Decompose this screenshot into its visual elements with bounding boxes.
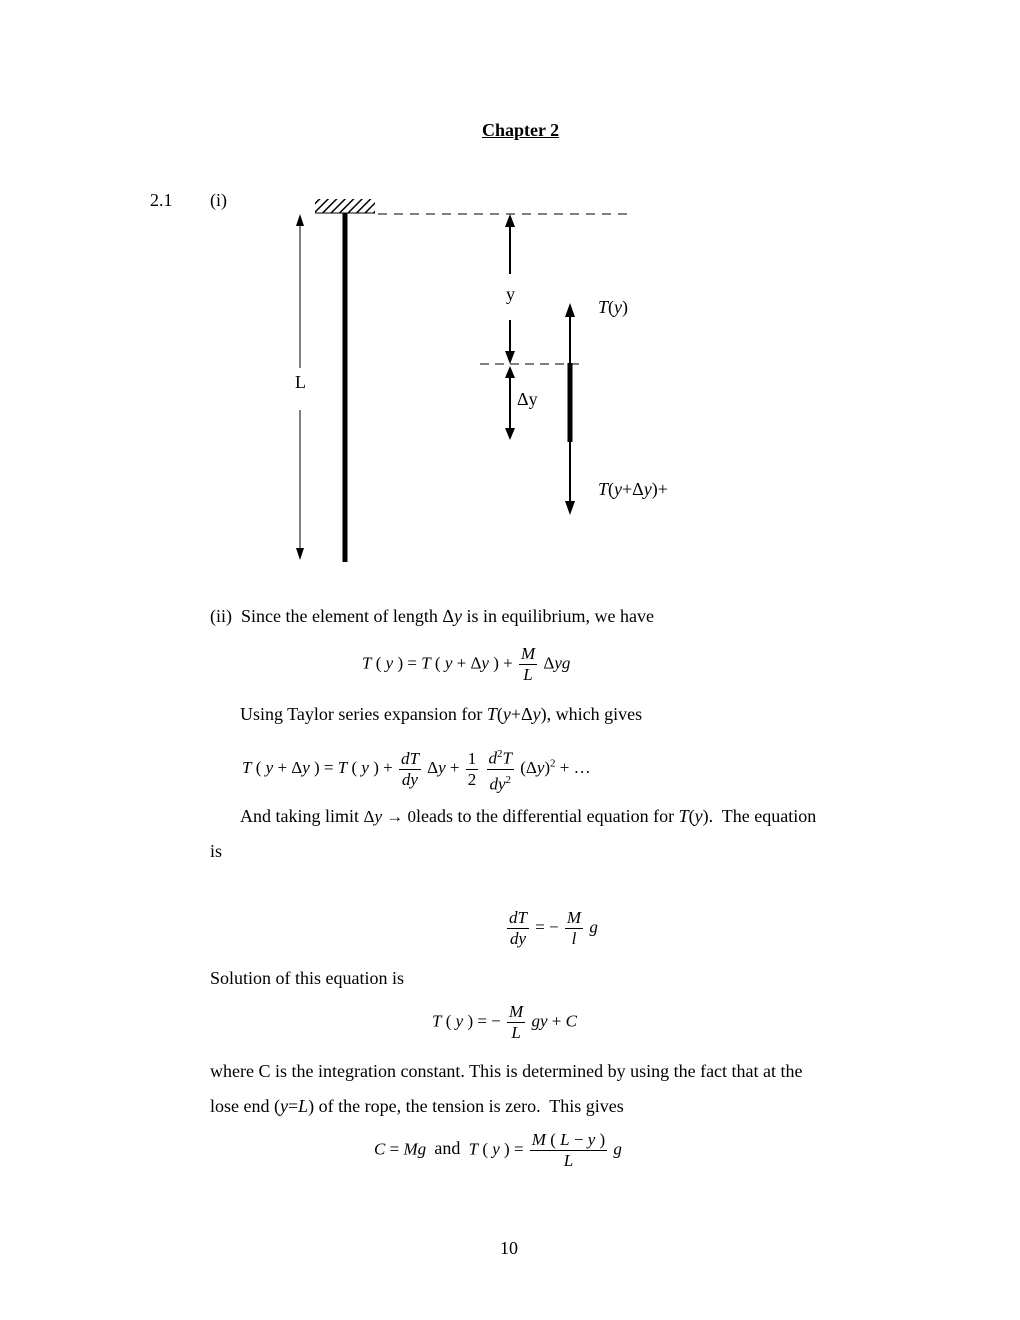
tension-arrows [565, 303, 575, 515]
solution-text: Solution of this equation is [210, 968, 405, 988]
solution-equation: T ( y ) = − $\frac{M}{L}$ gy + C [432, 1002, 577, 1042]
taylor-equation: T ( y + Δy ) = T ( y ) + $\frac{dT}{dy}$ Δy + $\frac{1}{2}$ $\frac{d^2T}{dy^2}$ $(\Delta y)^2$ + … [242, 748, 591, 794]
part-i-label: (i) [210, 190, 227, 210]
page-number: 10 [500, 1238, 518, 1258]
constant-text-1: where C is the integration constant. This is determined by using the fact that at the [210, 1061, 803, 1081]
problem-number: 2.1 [150, 190, 173, 210]
final-equation: C = Mg and T ( y ) = $\frac{M ( L - y )}{L}$ g [374, 1130, 622, 1170]
taylor-text: Using Taylor series expansion for T(y+Δy), which gives [240, 704, 643, 724]
chapter-title: Chapter 2 [482, 120, 560, 140]
dy-arrow [505, 366, 515, 440]
constant-text-2: lose end (y=L) of the rope, the tension is zero. This gives [210, 1096, 624, 1116]
equilibrium-equation: T ( y ) = T ( y + Δy ) + $\frac{M}{L}$ Δyg [362, 644, 571, 684]
ceiling-hatch [315, 199, 375, 213]
differential-equation: $\frac{dT}{dy}$ = − $\frac{M}{l}$ g [509, 908, 598, 948]
part-ii-text: (ii) Since the element of length Δy is in equilibrium, we have [210, 606, 654, 626]
is-text: is [210, 841, 223, 861]
limit-text: And taking limit Δy → 0leads to the differential equation for T(y). The equation [240, 806, 817, 826]
label-tension-bottom: T(y+Δy)+ [598, 479, 668, 499]
and-text: and [434, 1138, 461, 1159]
label-y: y [506, 284, 515, 304]
label-tension-top: T(y) [598, 297, 629, 317]
label-dy: Δy [517, 389, 538, 409]
label-L: L [295, 372, 306, 392]
